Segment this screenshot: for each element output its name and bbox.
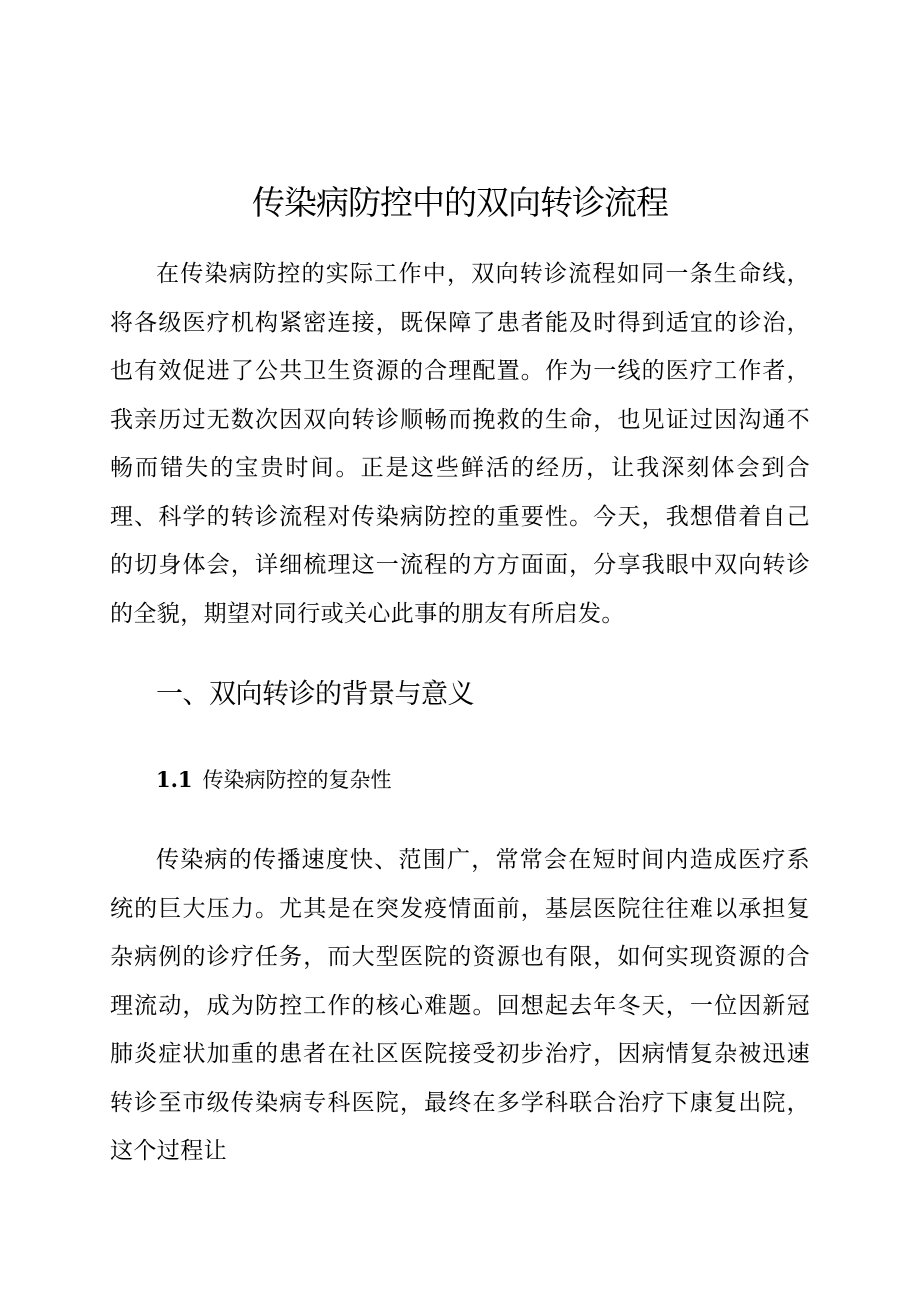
document-title: 传染病防控中的双向转诊流程 (252, 183, 668, 222)
subsection-title: 传染病防控的复杂性 (202, 768, 392, 792)
body-paragraph: 传染病的传播速度快、范围广，常常会在短时间内造成医疗系统的巨大压力。尤其是在突发疫情面前，基层医院往往难以承担复杂病例的诊疗任务，而大型医院的资源也有限，如何实现资源的合理流动，成为防控工作的核心难题。回想起去年冬天，一位因新冠肺炎症状加重的患者在社区医院接受初步治疗，因病情复杂被迅速转诊至市级传染病专科医院，最终在多学科联合治疗下康复出院，这个过程让 (110, 847, 810, 1164)
intro-paragraph: 在传染病防控的实际工作中，双向转诊流程如同一条生命线，将各级医疗机构紧密连接，既保障了患者能及时得到适宜的诊治，也有效促进了公共卫生资源的合理配置。作为一线的医疗工作者，我亲历过无数次因双向转诊顺畅而挽救的生命，也见证过因沟通不畅而错失的宝贵时间。正是这些鲜活的经历，让我深刻体会到合理、科学的转诊流程对传染病防控的重要性。今天，我想借着自己的切身体会，详细梳理这一流程的方方面面，分享我眼中双向转诊的全貌，期望对同行或关心此事的朋友有所启发。 (110, 261, 810, 627)
section-heading: 一、双向转诊的背景与意义 (156, 679, 474, 710)
subsection-heading (156, 760, 392, 800)
subsection-number: 1.1 (156, 767, 193, 792)
